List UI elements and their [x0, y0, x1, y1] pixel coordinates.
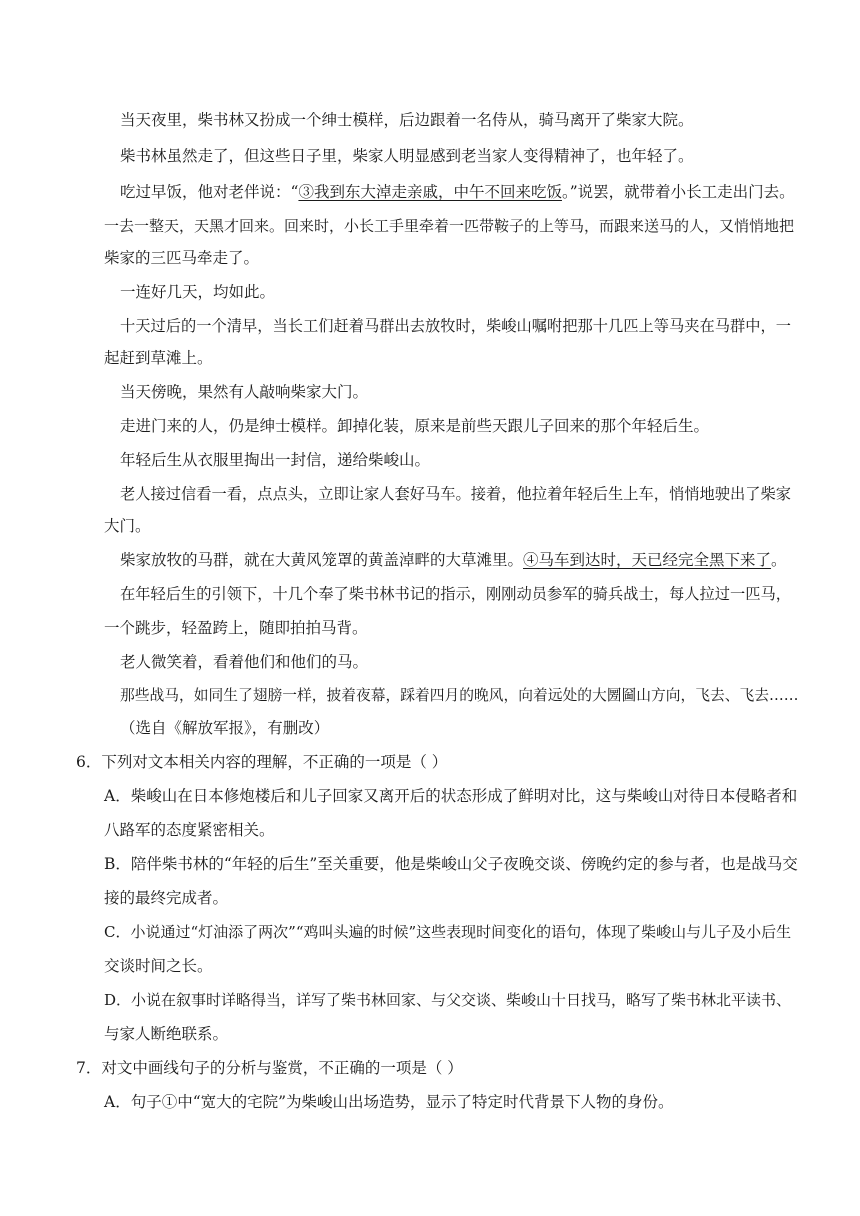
passage-line: 起赶到草滩上。 — [104, 349, 213, 367]
passage-line — [120, 550, 787, 570]
passage-line: 那些战马，如同生了翅膀一样，披着夜幕，踩着四月的晚风，向着远处的大圐圙山方向，飞去、飞去…… — [120, 687, 799, 704]
passage-line: 老人接过信看一看，点点头，立即让家人套好马车。接着，他拉着年轻后生上车，悄悄地驶出了柴家 — [120, 485, 791, 503]
question-6-option-c: C．小说通过“灯油添了两次”“鸡叫头遍的时候”这些表现时间变化的语句，体现了柴峻山与儿子及小后生 — [104, 923, 792, 941]
question-6-option-c: 交谈时间之长。 — [104, 957, 213, 975]
question-6-option-b: 接的最终完成者。 — [104, 889, 229, 907]
passage-text: 柴家放牧的马群，就在大黄风笼罩的黄盖淖畔的大草滩里。 — [120, 551, 524, 569]
passage-line: 柴书林虽然走了，但这些日子里，柴家人明显感到老当家人变得精神了，也年轻了。 — [120, 147, 694, 165]
question-6-option-a: A．柴峻山在日本修炮楼后和儿子回家又离开后的状态形成了鲜明对比，这与柴峻山对待日本侵略者和 — [104, 787, 798, 805]
passage-line: 走进门来的人，仍是绅士模样。卸掉化装，原来是前些天跟儿子回来的那个年轻后生。 — [120, 417, 710, 435]
underlined-sentence-4: ④马车到达时，天已经完全黑下来了 — [523, 551, 772, 569]
passage-line: 在年轻后生的引领下，十几个奉了柴书林书记的指示，刚刚动员参军的骑兵战士，每人拉过一匹马， — [120, 585, 791, 603]
question-6-option-d: 与家人断绝联系。 — [104, 1025, 229, 1043]
question-7-option-a: A．句子①中“宽大的宅院”为柴峻山出场造势，显示了特定时代背景下人物的身份。 — [104, 1093, 674, 1111]
question-7-stem: 7．对文中画线句子的分析与鉴赏，不正确的一项是（ ） — [76, 1059, 463, 1077]
passage-line: 老人微笑着，看着他们和他们的马。 — [120, 653, 369, 671]
passage-line: 当天夜里，柴书林又扮成一个绅士模样，后边跟着一名侍从，骑马离开了柴家大院。 — [120, 111, 694, 129]
question-6-option-d: D．小说在叙事时详略得当，详写了柴书林回家、与父交谈、柴峻山十日找马，略写了柴书林北平读书、 — [104, 991, 792, 1009]
passage-line: 年轻后生从衣服里掏出一封信，递给柴峻山。 — [120, 451, 431, 469]
passage-line: 当天傍晚，果然有人敲响柴家大门。 — [120, 383, 369, 401]
passage-text: 。 — [771, 551, 787, 569]
passage-line: 一去一整天，天黑才回来。回来时，小长工手里牵着一匹带鞍子的上等马，而跟来送马的人，又悄悄地把 — [104, 217, 795, 235]
question-6-option-b: B．陪伴柴书林的“年轻的后生”至关重要，他是柴峻山父子夜晚交谈、傍晚约定的参与者，也是战马交 — [104, 855, 798, 873]
underlined-sentence-3: ③我到东大淖走亲戚，中午不回来吃饭 — [298, 183, 562, 201]
passage-line: 一个跳步，轻盈跨上，随即拍拍马背。 — [104, 619, 368, 637]
passage-line: 大门。 — [104, 517, 151, 535]
question-6-stem: 6．下列对文本相关内容的理解，不正确的一项是（ ） — [76, 753, 448, 771]
passage-line: 一连好几天，均如此。 — [120, 283, 276, 301]
passage-line: 十天过后的一个清早，当长工们赶着马群出去放牧时，柴峻山嘱咐把那十几匹上等马夹在马群中，一 — [120, 317, 791, 335]
source-note: （选自《解放军报》，有删改） — [120, 719, 330, 737]
passage-line — [120, 182, 795, 202]
passage-text: 。”说罢，就带着小长工走出门去。 — [561, 183, 795, 201]
passage-text: 吃过早饭，他对老伴说：“ — [120, 183, 299, 201]
passage-line: 柴家的三匹马牵走了。 — [104, 249, 260, 267]
question-6-option-a: 八路军的态度紧密相关。 — [104, 821, 275, 839]
